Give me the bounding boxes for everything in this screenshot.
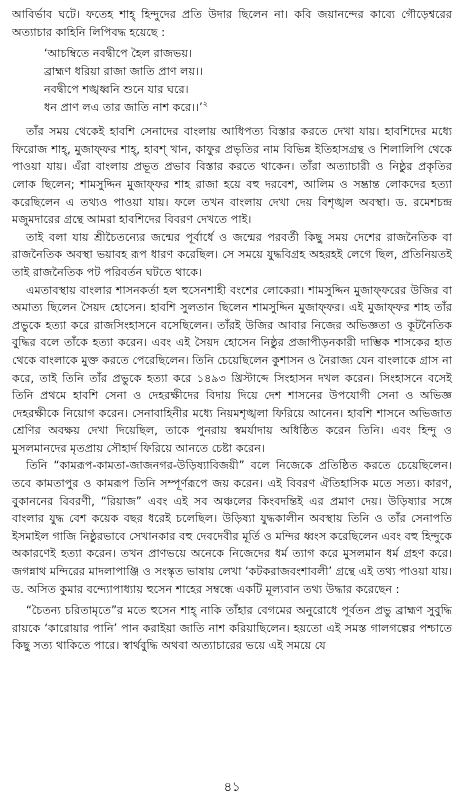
verse-line-4-text: ধন প্রাণ লএ তার জাতি নাশ করে।।’ [44,101,203,115]
paragraph-2: তাঁর সময় থেকেই হাবশি সেনাদের বাংলায় আধিপত্য বিস্তার করতে দেখা যায়। হাবশিদের মধ্যে ফিরোজ শাহ্, মুজাফ্ফর শাহ্, হাবশ্ খান, কাফুর প্রভৃতির নাম বিভিন্ন ইতিহাসগ্রন্থ ও শিলালিপি থেকে পাওয়া যায়। এঁরা বাংলায় প্রভূত প্রভাব বিস্তার করতে থাকেন। তাঁরা অত্যাচারী ও নিষ্ঠুর প্রকৃতির লোক ছিলেন; শামসুদ্দিন মুজাফ্ফর শাহ রাজা হয়ে বহু দরবেশ, আলিম ও সম্ভ্রান্ত লোকদের হত্যা করেছিলেন এ তথ্যও পাওয়া যায়। ফলে তখন বাংলায় দেখা দেয় বিশৃঙ্খল অবস্থা। ড. রমেশচন্দ্র মজুমদারের গ্রন্থে আমরা হাবশিদের বিবরণ দেখতে পাই। [12,125,452,227]
verse-line-3: নবদ্বীপে শঙ্খধ্বনি শুনে যার ঘরে। [44,83,189,97]
verse-quote [44,45,452,117]
paragraph-1: আবির্ভাব ঘটে। ফতেহ শাহ্ হিন্দুদের প্রতি উদার ছিলেন না। কবি জয়ানন্দের কাব্যে গৌড়েশ্বরের অত্যাচার কাহিনি লিপিবদ্ধ হয়েছে : [12,8,452,39]
paragraph-3: তাই বলা যায় শ্রীচৈতন্যের জন্মের পূর্বার্ধে ও জন্মের পরবর্তী কিছু সময় দেশের রাজনৈতিক বা রাজনৈতিক অবস্থা ভয়াবহ রূপ ধারণ করেছিল। সে সময়ে যুদ্ধবিগ্রহ অহরহই লেগে ছিল, প্রতিনিয়তই তাই রাজনৈতিক পট পরিবর্তন ঘটতে থাকে। [12,230,452,279]
verse-line-2: ব্রাহ্মণ ধরিয়া রাজা জাতি প্রাণ লয়।। [44,65,204,79]
page-number: ৪১ [223,780,241,795]
verse-line-1: ‘আচম্বিতে নবদ্বীপে হৈল রাজভয়। [44,47,192,61]
book-page [12,6,452,801]
paragraph-4: এমতাবস্থায় বাংলার শাসনকর্তা হল হুসেনশাহী বংশের লোকেরা। শামসুদ্দিন মুজাফ্ফরের উজির বা অমাত্য ছিলেন সৈয়দ হোসেন। হাবশি সুলতান ছিলেন শামসুদ্দিন মুজাফ্ফর। এই মুজাফ্ফর শাহ তাঁর প্রভুকে হত্যা করে রাজসিংহাসনে বসেছিলেন। তাঁরই উজির আবার নিজের অভিজ্ঞতা ও কূটনৈতিক বুদ্ধির বলে তাঁকে হত্যা করেন। এবং এই সৈয়দ হোসেন নিষ্ঠুর প্রজাপীড়নকারী দাম্ভিক শাসকের হাত থেকে বাংলাকে মুক্ত করতে পেরেছিলেন। তিনি চেয়েছিলেন কুশাসন ও নৈরাজ্য যেন বাংলাকে গ্রাস না করে, তাই তিনি তাঁর প্রভুকে হত্যা করে ১৪৯৩ খ্রিস্টাব্দে সিংহাসন দখল করেন। সিংহাসনে বসেই তিনি প্রথমে হাবশি সেনা ও দেহরক্ষীদের বিদায় দিয়ে দেশ শাসনের উপযোগী সেনা ও অভিজ্ঞ দেহরক্ষীকে নিয়োগ করেন। সেনাবাহিনীর মধ্যে নিয়মশৃঙ্খলা ফিরিয়ে আনেন। হাবশি শাসনে অভিজাত শ্রেণির অবক্ষয় দেখা দিয়েছিল, তাকে পুনরায় স্বমর্যাদায় অধিষ্ঠিত করেন তিনি। এবং হিন্দু ও মুসলমানদের মৃতপ্রায় সৌহার্দ ফিরিয়ে আনতে চেষ্টা করেন। [12,283,453,455]
footnote-marker: ২ [202,99,208,109]
paragraph-6-quote: “চৈতন্য চরিতামৃতে”র মতে হুসেন শাহ্ নাকি তাঁহার বেগমের অনুরোধে পূর্বতন প্রভু ব্রাহ্মণ সুবুদ্ধি রায়কে ‘কারোয়ার পানি’ পান করাইয়া জাতি নাশ করিয়াছিলেন। হয়তো এই সমস্ত গালগল্পের পশ্চাতে কিছু সত্য থাকিতে পারে। স্বার্থবুদ্ধি অথবা অত্যাচারের ভয়ে এই সময়ে যে [12,604,452,653]
paragraph-5: তিনি “কামরূপ-কামতা-জাজনগর-উড়িষ্যাবিজয়ী” বলে নিজেকে প্রতিষ্ঠিত করতে চেয়েছিলেন। তবে কামতাপুর ও কামরূপ তিনি সম্পূর্ণরূপে জয় করেন। এই বিবরণ ঐতিহাসিক মতে সত্য। কারণ, বুকাননের বিবরণী, “রিয়াজ” এবং এই সব অঞ্চলের কিংবদন্তিই এর প্রমাণ দেয়। উড়িষ্যার সঙ্গে বাংলার যুদ্ধ বেশ কয়েক বছর ধরেই চলেছিল। উড়িষ্যা যুদ্ধকালীন অবস্থায় তিনি ও তাঁর সেনাপতি ইসমাইল গাজি নিষ্ঠুরভাবে সেখানকার বহু দেবদেবীর মূর্তি ও মন্দির ধ্বংস করেছিলেন এবং বহু হিন্দুকে অকারণেই হত্যা করেন। তখন প্রাণভয়ে অনেকে নিজেদের ধর্ম ত্যাগ করে মুসলমান ধর্ম গ্রহণ করে। জগন্নাথ মন্দিরের মাদলাপাঞ্জি ও সংস্কৃত ভাষায় লেখা ‘কটকরাজবংশাবলী’ গ্রন্থে এই তথ্য পাওয়া যায়। ড. অসিত কুমার বন্দ্যোপাধ্যায় হুসেন শাহের সম্বন্ধে একটি মূল্যবান তথ্য উদ্ধার করেছেন : [12,459,452,596]
verse-line-4 [44,99,452,117]
